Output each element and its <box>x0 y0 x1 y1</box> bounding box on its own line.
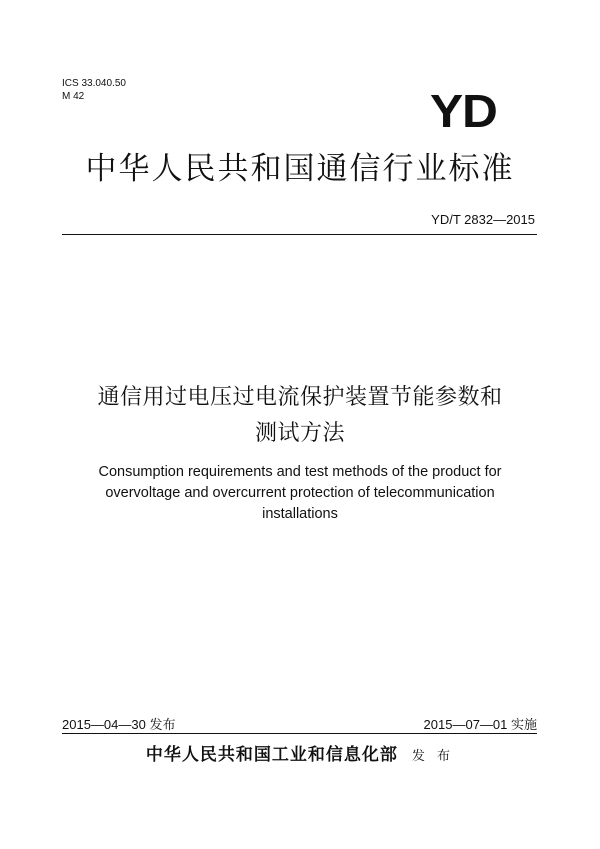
title-zh-line-1: 通信用过电压过电流保护装置节能参数和 <box>97 385 503 410</box>
document-title-zh <box>40 380 560 452</box>
document-title-en <box>40 462 560 525</box>
issuer-name: 中华人民共和国工业和信息化部 <box>145 745 398 765</box>
standard-type-heading: 中华人民共和国通信行业标准 <box>85 151 515 187</box>
ccs-code: M 42 <box>62 91 85 102</box>
issuing-authority <box>0 740 600 765</box>
standard-number: YD/T 2832—2015 <box>431 212 535 227</box>
bottom-divider <box>62 733 537 734</box>
title-zh-line-2: 测试方法 <box>254 421 345 446</box>
implementation-date: 2015—07—01 实施 <box>423 717 537 732</box>
publish-date: 2015—04—30 发布 <box>62 717 176 732</box>
title-en-line-3: installations <box>262 506 338 522</box>
top-divider <box>62 234 537 235</box>
classification-codes <box>62 77 126 103</box>
title-en-line-2: overvoltage and overcurrent protection of telecommunication <box>105 485 495 501</box>
title-en-line-1: Consumption requirements and test methods of the product for <box>98 464 502 480</box>
ics-code: ICS 33.040.50 <box>62 78 126 89</box>
yd-logo: YD <box>430 85 497 137</box>
issuer-label: 发 布 <box>411 749 455 764</box>
